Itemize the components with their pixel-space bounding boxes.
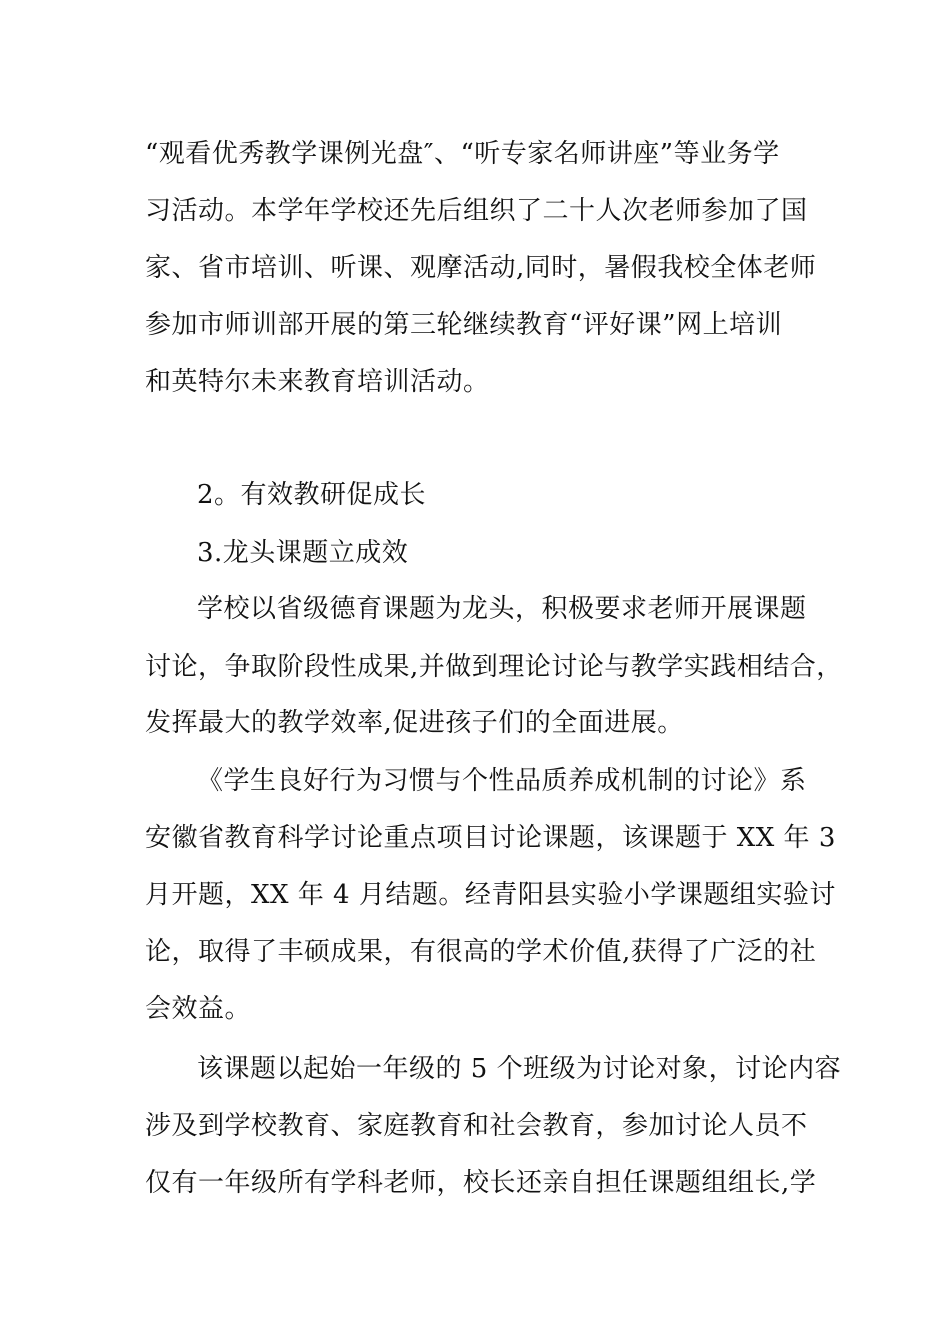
paragraph-3-line-3: 月开题，XX 年 4 月结题。经青阳县实验小学课题组实验讨 [145, 880, 836, 910]
paragraph-1-line-2: 习活动。本学年学校还先后组织了二十人次老师参加了国 [145, 196, 808, 226]
paragraph-2-line-3: 发挥最大的教学效率,促进孩子们的全面进展。 [145, 708, 684, 738]
section-heading-3: 3.龙头课题立成效 [197, 538, 409, 568]
paragraph-3-line-1: 《学生良好行为习惯与个性品质养成机制的讨论》系 [197, 766, 807, 796]
paragraph-2-line-2: 讨论，争取阶段性成果,并做到理论讨论与教学实践相结合， [145, 652, 843, 682]
paragraph-1-line-1: “观看优秀教学课例光盘″、“听专家名师讲座”等业务学 [145, 139, 780, 169]
paragraph-4-line-2: 涉及到学校教育、家庭教育和社会教育，参加讨论人员不 [145, 1111, 808, 1141]
paragraph-1-line-5: 和英特尔未来教育培训活动。 [145, 367, 490, 397]
paragraph-3-line-2: 安徽省教育科学讨论重点项目讨论课题，该课题于 XX 年 3 [145, 823, 836, 853]
paragraph-1-line-3: 家、省市培训、听课、观摩活动,同时，暑假我校全体老师 [145, 253, 817, 283]
paragraph-1-line-4: 参加市师训部开展的第三轮继续教育“评好课”网上培训 [145, 310, 783, 340]
section-heading-2: 2。有效教研促成长 [197, 480, 427, 510]
paragraph-2-line-1: 学校以省级德育课题为龙头，积极要求老师开展课题 [197, 594, 807, 624]
paragraph-4-line-3: 仅有一年级所有学科老师，校长还亲自担任课题组组长,学 [145, 1168, 817, 1198]
paragraph-3-line-4: 论，取得了丰硕成果，有很高的学术价值,获得了广泛的社 [145, 937, 817, 967]
paragraph-4-line-1: 该课题以起始一年级的 5 个班级为讨论对象，讨论内容 [197, 1054, 842, 1084]
paragraph-3-line-5: 会效益。 [145, 994, 252, 1024]
